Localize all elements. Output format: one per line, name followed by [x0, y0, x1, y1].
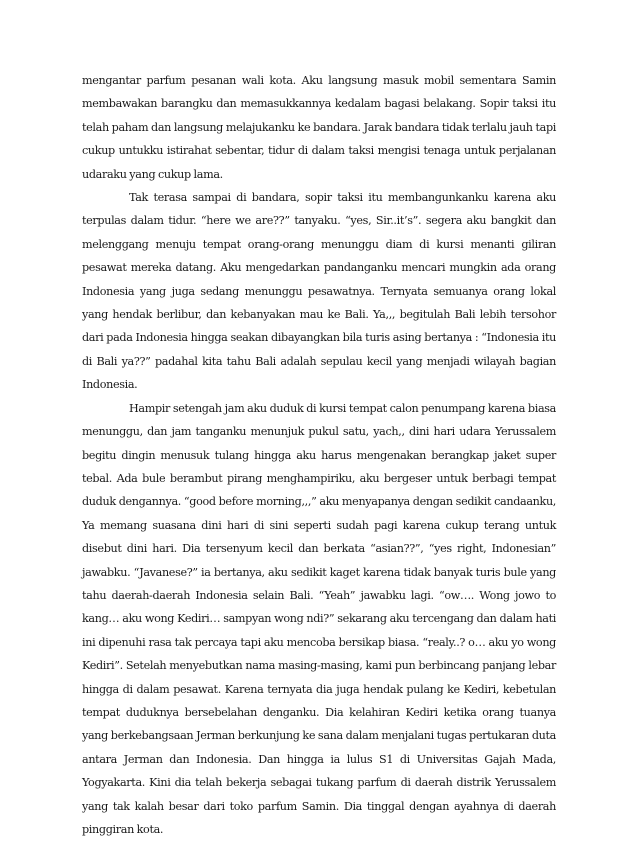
body-text	[82, 69, 556, 841]
paragraph-3: Hampir setengah jam aku duduk di kursi tempat calon penumpang karena biasa menunggu, dan jam tanganku menunjuk pukul satu, yach,, dini hari udara Yerussalem begitu dingin menusuk tulang hingga aku harus mengenakan berangkap jaket super tebal. Ada bule berambut pirang menghampiriku, aku bergeser untuk berbagi tempat duduk dengannya. “good before morning,,,” aku menyapanya dengan sedikit candaanku, Ya memang suasana dini hari di sini seperti sudah pagi karena cukup terang untuk disebut dini hari. Dia tersenyum kecil dan berkata “asian??”, “yes right, Indonesian” jawabku. “Javanese?” ia bertanya, aku sedikit kaget karena tidak banyak turis bule yang tahu daerah-daerah Indonesia selain Bali. “Yeah” jawabku lagi. “ow…. Wong jowo to kang… aku wong Kediri… sampyan wong ndi?” sekarang aku tercengang dan dalam hati ini dipenuhi rasa tak percaya tapi aku mencoba bersikap biasa. “realy..? o… aku yo wong Kediri”. Setelah menyebutkan nama masing-masing, kami pun berbincang panjang lebar hingga di dalam pesawat. Karena ternyata dia juga hendak pulang ke Kediri, kebetulan tempat duduknya bersebelahan denganku. Dia kelahiran Kediri ketika orang tuanya yang berkebangsaan Jerman berkunjung ke sana dalam menjalani tugas pertukaran duta antara Jerman dan Indonesia. Dan hingga ia lulus S1 di Universitas Gajah Mada, Yogyakarta. Kini dia telah bekerja sebagai tukang parfum di daerah distrik Yerussalem yang tak kalah besar dari toko parfum Samin. Dia tinggal dengan ayahnya di daerah pinggiran kota.	[82, 401, 556, 836]
paragraph-1: mengantar parfum pesanan wali kota. Aku langsung masuk mobil sementara Samin membawakan barangku dan memasukkannya kedalam bagasi belakang. Sopir taksi itu telah paham dan langsung melajukanku ke bandara. Jarak bandara tidak terlalu jauh tapi cukup untukku istirahat sebentar, tidur di dalam taksi mengisi tenaga untuk perjalanan udaraku yang cukup lama.	[82, 74, 556, 181]
paragraph-2: Tak terasa sampai di bandara, sopir taksi itu membangunkanku karena aku terpulas dalam tidur. “here we are??” tanyaku. “yes, Sir..it’s”. segera aku bangkit dan melenggang menuju tempat orang-orang menunggu diam di kursi menanti giliran pesawat mereka datang. Aku mengedarkan pandanganku mencari mungkin ada orang Indonesia yang juga sedang menunggu pesawatnya. Ternyata semuanya orang lokal yang hendak berlibur, dan kebanyakan mau ke Bali. Ya,,, begitulah Bali lebih tersohor dari pada Indonesia hingga seakan dibayangkan bila turis asing bertanya : “Indonesia itu di Bali ya??” padahal kita tahu Bali adalah sepulau kecil yang menjadi wilayah bagian Indonesia.	[82, 191, 556, 392]
